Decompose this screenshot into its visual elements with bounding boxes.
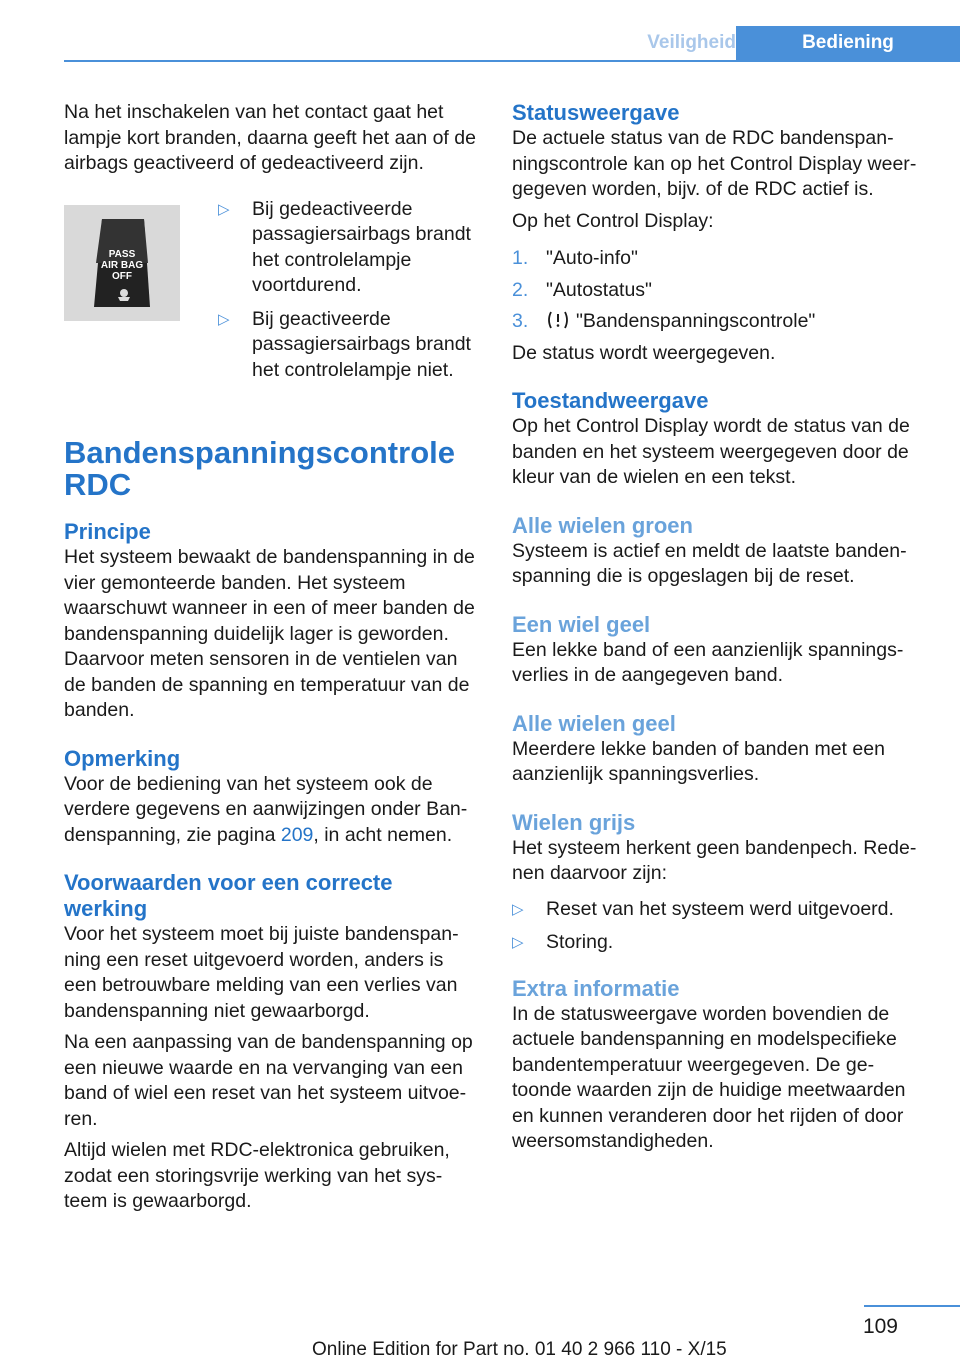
status-after: De status wordt weergegeven. bbox=[512, 341, 776, 364]
triangle-right-icon: ▷ bbox=[512, 900, 524, 918]
grijs-reasons-list bbox=[512, 897, 926, 956]
section-title-rdc: Bandenspanningscontrole RDC bbox=[64, 435, 455, 502]
list-item-text: Storing. bbox=[546, 931, 614, 953]
airbag-status-list bbox=[218, 197, 476, 384]
eengeel-paragraph: Een lekke band of een aanzienlijk spanningsverlies in de aangegeven band. bbox=[512, 638, 904, 686]
passenger-airbag-off-image bbox=[64, 205, 180, 321]
heading-een-wiel-geel: Een wiel geel bbox=[512, 611, 651, 637]
heading-alle-wielen-geel: Alle wielen geel bbox=[512, 710, 676, 736]
grijs-paragraph: Het systeem herkent geen bandenpech. Redenen daarvoor zijn: bbox=[512, 836, 917, 884]
airbag-label-line1: PASS bbox=[108, 248, 136, 260]
status-paragraph: De actuele status van de RDC bandenspanningscontrole kan op het Control Display weergegeven worden, bijv. of de RDC actief is. bbox=[512, 127, 917, 200]
list-item bbox=[218, 307, 476, 384]
list-item bbox=[512, 246, 926, 272]
heading-principe: Principe bbox=[64, 519, 151, 544]
list-item bbox=[512, 930, 926, 956]
step-text: "Bandenspanningscontrole" bbox=[576, 310, 816, 332]
list-item bbox=[512, 278, 926, 304]
list-item bbox=[512, 897, 926, 923]
edition-text: Online Edition for Part no. 01 40 2 966 110 - X/15 bbox=[312, 1339, 727, 1360]
heading-voorwaarden: Voorwaarden voor een correcte werking bbox=[64, 870, 393, 921]
header-tab-bediening[interactable]: Bediening bbox=[736, 26, 960, 62]
voorwaarden-paragraph-3: Altijd wielen met RDC-elektronica gebruiken, zodat een storingsvrije werking van het systeem is gewaarborgd. bbox=[64, 1139, 450, 1212]
opmerking-text-before: Voor de bediening van het systeem ook de verdere gegevens en aanwijzingen onder Bandenspanning, zie pagina bbox=[64, 772, 468, 846]
step-number: 3. bbox=[512, 310, 529, 332]
list-item-text: Bij gedeactiveerde passagiersairbags brandt het controlelampje voortdurend. bbox=[252, 197, 471, 296]
opmerking-text-after: , in acht nemen. bbox=[313, 823, 453, 846]
step-number: 2. bbox=[512, 278, 529, 301]
footer-rule bbox=[864, 1305, 960, 1307]
step-text: "Auto-info" bbox=[546, 247, 638, 269]
header-rule bbox=[64, 60, 960, 62]
triangle-right-icon: ▷ bbox=[512, 934, 524, 951]
airbag-figure-row bbox=[64, 197, 476, 392]
page-link-209[interactable]: 209 bbox=[280, 823, 314, 846]
triangle-right-icon: ▷ bbox=[218, 200, 230, 218]
principe-paragraph: Het systeem bewaakt de bandenspanning in de vier gemonteerde banden. Het systeem waarschuwt wanneer in een of meer banden de bandenspanning duidelijk lager is geworden. Daarvoor meten sensoren in de ventielen van de banden de spanning en temperatuur van de banden. bbox=[64, 546, 475, 721]
extra-paragraph: In de statusweergave worden bovendien de actuele bandenspanning en modelspecifieke bandentemperatuur weergegeven. De getoonde waarden zijn de huidige meetwaarden en kunnen veranderen door het rijden of door weersomstandigheden. bbox=[512, 1002, 906, 1152]
opmerking-paragraph bbox=[64, 772, 476, 849]
status-steps-list bbox=[512, 246, 926, 335]
step-text: "Autostatus" bbox=[546, 278, 652, 301]
list-item bbox=[512, 309, 926, 335]
header-tab-veiligheid[interactable]: Veiligheid bbox=[647, 32, 736, 53]
heading-opmerking: Opmerking bbox=[64, 745, 181, 771]
status-lead: Op het Control Display: bbox=[512, 209, 714, 232]
heading-statusweergave: Statusweergave bbox=[512, 100, 680, 125]
airbag-switch-icon bbox=[72, 213, 172, 313]
voorwaarden-paragraph-1: Voor het systeem moet bij juiste bandenspanning een reset uitgevoerd worden, anders is een betrouwbare melding van een verlies van bandenspanning niet gewaarborgd. bbox=[64, 923, 459, 1022]
heading-alle-wielen-groen: Alle wielen groen bbox=[512, 512, 693, 538]
toestand-paragraph: Op het Control Display wordt de status van de banden en het systeem weergegeven door de kleur van de wielen en een tekst. bbox=[512, 415, 910, 488]
list-item-text: Bij geactiveerde passagiersairbags brandt het controlelampje niet. bbox=[252, 307, 471, 381]
step-number: 1. bbox=[512, 247, 529, 269]
heading-toestandweergave: Toestandweergave bbox=[512, 388, 709, 413]
page-number: 109 bbox=[862, 1315, 898, 1338]
allegeel-paragraph: Meerdere lekke banden of banden met een aanzienlijk spanningsverlies. bbox=[512, 737, 885, 785]
airbag-label-line3: OFF bbox=[112, 270, 132, 282]
groen-paragraph: Systeem is actief en meldt de laatste bandenspanning die is opgeslagen bij de reset. bbox=[512, 539, 907, 587]
intro-paragraph: Na het inschakelen van het contact gaat het lampje kort branden, daarna geeft het aan of de airbags geactiveerd of gedeactiveerd zijn. bbox=[64, 101, 476, 174]
voorwaarden-paragraph-2: Na een aanpassing van de bandenspanning op een nieuwe waarde en na vervanging van een band of wiel een reset van het systeem uitvoeren. bbox=[64, 1031, 473, 1130]
list-item-text: Reset van het systeem werd uitgevoerd. bbox=[546, 897, 894, 920]
left-column bbox=[64, 100, 476, 1221]
right-column bbox=[512, 100, 926, 1161]
list-item bbox=[218, 197, 476, 299]
page-footer bbox=[0, 1305, 960, 1362]
airbag-status-list-wrap bbox=[218, 197, 476, 392]
heading-wielen-grijs: Wielen grijs bbox=[512, 809, 636, 835]
airbag-label-line2: AIR BAG bbox=[100, 259, 144, 271]
page-header bbox=[64, 26, 960, 62]
triangle-right-icon: ▷ bbox=[218, 310, 230, 328]
heading-extra-informatie: Extra informatie bbox=[512, 975, 680, 1001]
tire-pressure-warning-icon bbox=[546, 310, 570, 330]
